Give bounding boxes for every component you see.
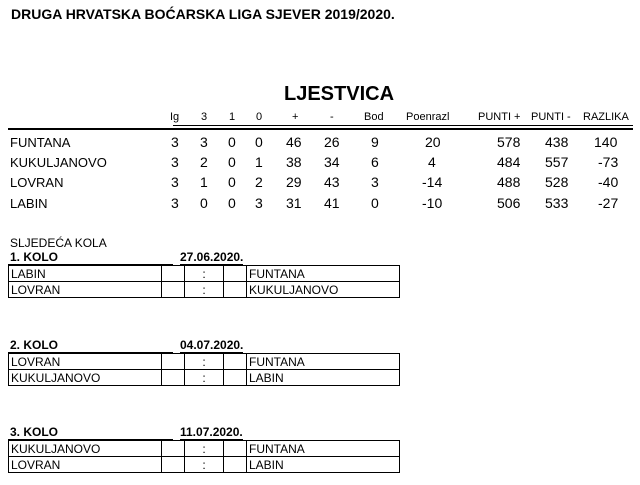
cell-3: 2 [200,154,208,170]
cell-punti-plus: 484 [497,154,521,170]
col-header-razlika: RAZLIKA [583,111,629,123]
col-header-bod: Bod [364,111,384,123]
cell-0: 1 [255,154,263,170]
cell-razlika: -73 [598,154,619,170]
fixture-row [9,441,400,457]
team-name: LABIN [10,196,48,211]
team-name: KUKULJANOVO [10,155,107,170]
round-date: 11.07.2020. [180,425,243,439]
col-header-1: 1 [229,111,236,123]
cell-punti-plus: 488 [497,174,521,190]
away-team: FUNTANA [247,354,400,370]
standings-row [0,152,640,172]
score-separator: : [185,370,224,386]
home-team: LOVRAN [9,457,162,473]
col-header-3: 3 [201,111,208,123]
cell-punti-plus: 578 [497,134,521,150]
cell-0: 2 [255,174,263,190]
home-team: LOVRAN [9,354,162,370]
away-score [224,370,247,386]
cell-plus: 46 [286,134,302,150]
cell-1: 0 [228,174,236,190]
cell-1: 0 [228,195,236,211]
col-header-ig: Ig [170,111,180,123]
col-header-punti-plus: PUNTI + [478,111,521,123]
cell-punti-minus: 533 [545,195,569,211]
home-score [162,354,185,370]
cell-poenrazl: 20 [425,134,441,150]
cell-ig: 3 [171,174,179,190]
away-score [224,282,247,298]
standings-row [0,172,640,192]
away-score [224,266,247,282]
cell-minus: 43 [324,174,340,190]
col-header-minus: - [330,111,334,123]
cell-punti-plus: 506 [497,195,521,211]
home-score [162,370,185,386]
score-separator: : [185,282,224,298]
cell-bod: 0 [371,195,379,211]
cell-poenrazl: -10 [422,195,443,211]
cell-ig: 3 [171,195,179,211]
round-name: 1. KOLO [10,250,59,264]
cell-minus: 26 [324,134,340,150]
score-separator: : [185,354,224,370]
fixture-row [9,354,400,370]
home-score [162,441,185,457]
document-title: DRUGA HRVATSKA BOĆARSKA LIGA SJEVER 2019/2020. [11,6,395,22]
fixtures-table [8,440,400,473]
table-top-rule [8,128,633,130]
round-date: 27.06.2020. [180,250,244,264]
team-name: FUNTANA [10,135,71,150]
col-header-0: 0 [256,111,263,123]
cell-1: 0 [228,154,236,170]
home-team: KUKULJANOVO [9,441,162,457]
cell-3: 3 [200,134,208,150]
cell-3: 0 [200,195,208,211]
cell-razlika: 140 [594,134,618,150]
col-header-poenrazl: Poenrazl [406,111,450,123]
score-separator: : [185,266,224,282]
header-underline [173,125,633,126]
cell-minus: 34 [324,154,340,170]
away-score [224,441,247,457]
col-header-plus: + [292,111,299,123]
cell-ig: 3 [171,154,179,170]
fixtures-table [8,265,400,298]
home-score [162,266,185,282]
home-score [162,457,185,473]
away-team: LABIN [247,457,400,473]
standings-title: LJESTVICA [284,83,395,105]
cell-1: 0 [228,134,236,150]
cell-0: 3 [255,195,263,211]
cell-poenrazl: -14 [422,174,443,190]
cell-plus: 29 [286,174,302,190]
fixture-row [9,370,400,386]
cell-razlika: -27 [598,195,619,211]
fixture-row [9,282,400,298]
home-team: LOVRAN [9,282,162,298]
away-team: KUKULJANOVO [247,282,400,298]
col-header-punti-minus: PUNTI - [531,111,571,123]
cell-bod: 6 [371,154,379,170]
away-team: LABIN [247,370,400,386]
cell-bod: 3 [371,174,379,190]
round-name: 2. KOLO [10,338,59,352]
next-rounds-label: SLJEDEĆA KOLA [10,236,107,250]
cell-minus: 41 [324,195,340,211]
cell-razlika: -40 [598,174,619,190]
standings-row [0,193,640,213]
cell-punti-minus: 557 [545,154,569,170]
cell-poenrazl: 4 [428,154,436,170]
score-separator: : [185,441,224,457]
round-date: 04.07.2020. [180,338,244,352]
cell-punti-minus: 528 [545,174,569,190]
standings-row [0,132,640,152]
cell-punti-minus: 438 [545,134,569,150]
home-score [162,282,185,298]
team-name: LOVRAN [10,175,64,190]
away-score [224,457,247,473]
round-name: 3. KOLO [10,425,59,439]
away-team: FUNTANA [247,441,400,457]
cell-plus: 31 [286,195,302,211]
cell-ig: 3 [171,134,179,150]
cell-0: 0 [255,134,263,150]
cell-bod: 9 [371,134,379,150]
fixture-row [9,457,400,473]
home-team: LABIN [9,266,162,282]
home-team: KUKULJANOVO [9,370,162,386]
fixture-row [9,266,400,282]
fixtures-table [8,353,400,386]
away-score [224,354,247,370]
away-team: FUNTANA [247,266,400,282]
score-separator: : [185,457,224,473]
cell-3: 1 [200,174,208,190]
cell-plus: 38 [286,154,302,170]
